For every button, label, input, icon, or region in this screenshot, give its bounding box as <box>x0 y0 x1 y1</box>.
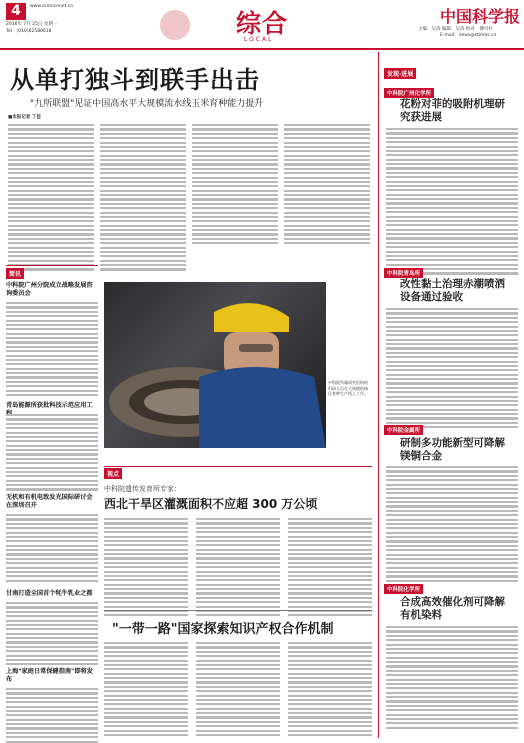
viewpoint-headline: 西北干旱区灌溉面积不应超 300 万公顷 <box>104 497 318 511</box>
right-text-2 <box>386 308 518 428</box>
right-headline-1: 花粉对菲的吸附机理研究获进展 <box>400 98 505 123</box>
main-photo <box>104 282 326 448</box>
viewpoint-col-1 <box>104 518 188 616</box>
bottom-col-1 <box>104 642 188 736</box>
briefs-rule <box>6 265 98 266</box>
viewpoint-sublabel: 中科院遗传发育所专家： <box>104 485 181 493</box>
viewpoint-col-2 <box>196 518 280 616</box>
byline: ■本报记者 丁佳 <box>8 115 41 120</box>
main-headline: 从单打独斗到联手出击 <box>10 66 260 94</box>
editor-line-1: 主编：吴涛 编辑：吴涛 校对：傅可杉 <box>418 27 493 32</box>
page-number: 4 <box>6 3 26 20</box>
right-divider <box>378 52 379 738</box>
brief-text-5 <box>6 688 98 743</box>
right-org-2: 中科院青岛所 <box>384 268 423 278</box>
masthead: 中国科学报 <box>440 7 521 26</box>
phone-line: Tel：(010)62580618 <box>6 29 52 34</box>
bottom-headline: "一带一路"国家探索知识产权合作机制 <box>112 622 334 637</box>
brief-text-1 <box>6 302 98 396</box>
photo-caption: 中科院所属研究机构的科研人员在大规模机械化育种生产线上工作。 <box>328 380 368 396</box>
right-text-1 <box>386 128 518 275</box>
right-headline-3: 研制多功能新型可降解镁铜合金 <box>400 437 505 462</box>
right-text-3 <box>386 466 518 582</box>
header-decoration <box>160 10 190 40</box>
article-column-4 <box>284 124 370 244</box>
viewpoint-col-3 <box>288 518 372 616</box>
section-subtitle: LOCAL <box>244 36 274 43</box>
brief-title-1: 中科院广州分院成立战略发展咨询委员会 <box>6 282 93 297</box>
briefs-label: 简讯 <box>6 268 24 279</box>
photo-illustration <box>104 282 326 448</box>
viewpoint-label: 视点 <box>104 468 122 479</box>
article-column-1 <box>8 124 94 271</box>
right-org-4: 中科院化学所 <box>384 584 423 594</box>
brief-title-4: 甘南打造全国首个牦牛乳业之都 <box>6 590 93 597</box>
brief-text-3 <box>6 514 98 582</box>
bottom-col-3 <box>288 642 372 736</box>
section-title: 综合 <box>236 9 289 38</box>
main-subheadline: "九所联盟"见证中国高水平大规模流水线玉米育种能力提升 <box>30 99 264 109</box>
viewpoint-rule <box>104 466 372 467</box>
brief-title-3: 无机和有机电致发光国际研讨会在深圳召开 <box>6 494 93 509</box>
header-rule <box>0 48 524 50</box>
right-headline-2: 改性黏土治理赤潮喷洒设备通过验收 <box>400 278 505 303</box>
right-headline-4: 合成高效催化剂可降解有机染料 <box>400 596 505 621</box>
right-org-3: 中科院金属所 <box>384 425 423 435</box>
bottom-col-2 <box>196 642 280 736</box>
brief-title-5: 上海"家庭日常保健指南"即将发布 <box>6 668 93 683</box>
brief-text-4 <box>6 602 98 665</box>
right-text-4 <box>386 626 518 729</box>
discovery-label: 发现·进展 <box>384 68 416 79</box>
editor-email: E-mail：news@stimes.cn <box>440 33 497 38</box>
right-org-1: 中科院广州化学所 <box>384 88 434 98</box>
article-column-3 <box>192 124 278 244</box>
brief-text-2 <box>6 414 98 491</box>
date-line: 2016年 7月 25日 星期一 <box>6 22 58 27</box>
site-url: www.sciencenet.cn <box>30 4 74 9</box>
brief-title-2: 青岛能源所获批科技示范应用工 <box>6 402 93 409</box>
article-column-2 <box>100 124 186 271</box>
bottom-rule <box>104 610 372 611</box>
